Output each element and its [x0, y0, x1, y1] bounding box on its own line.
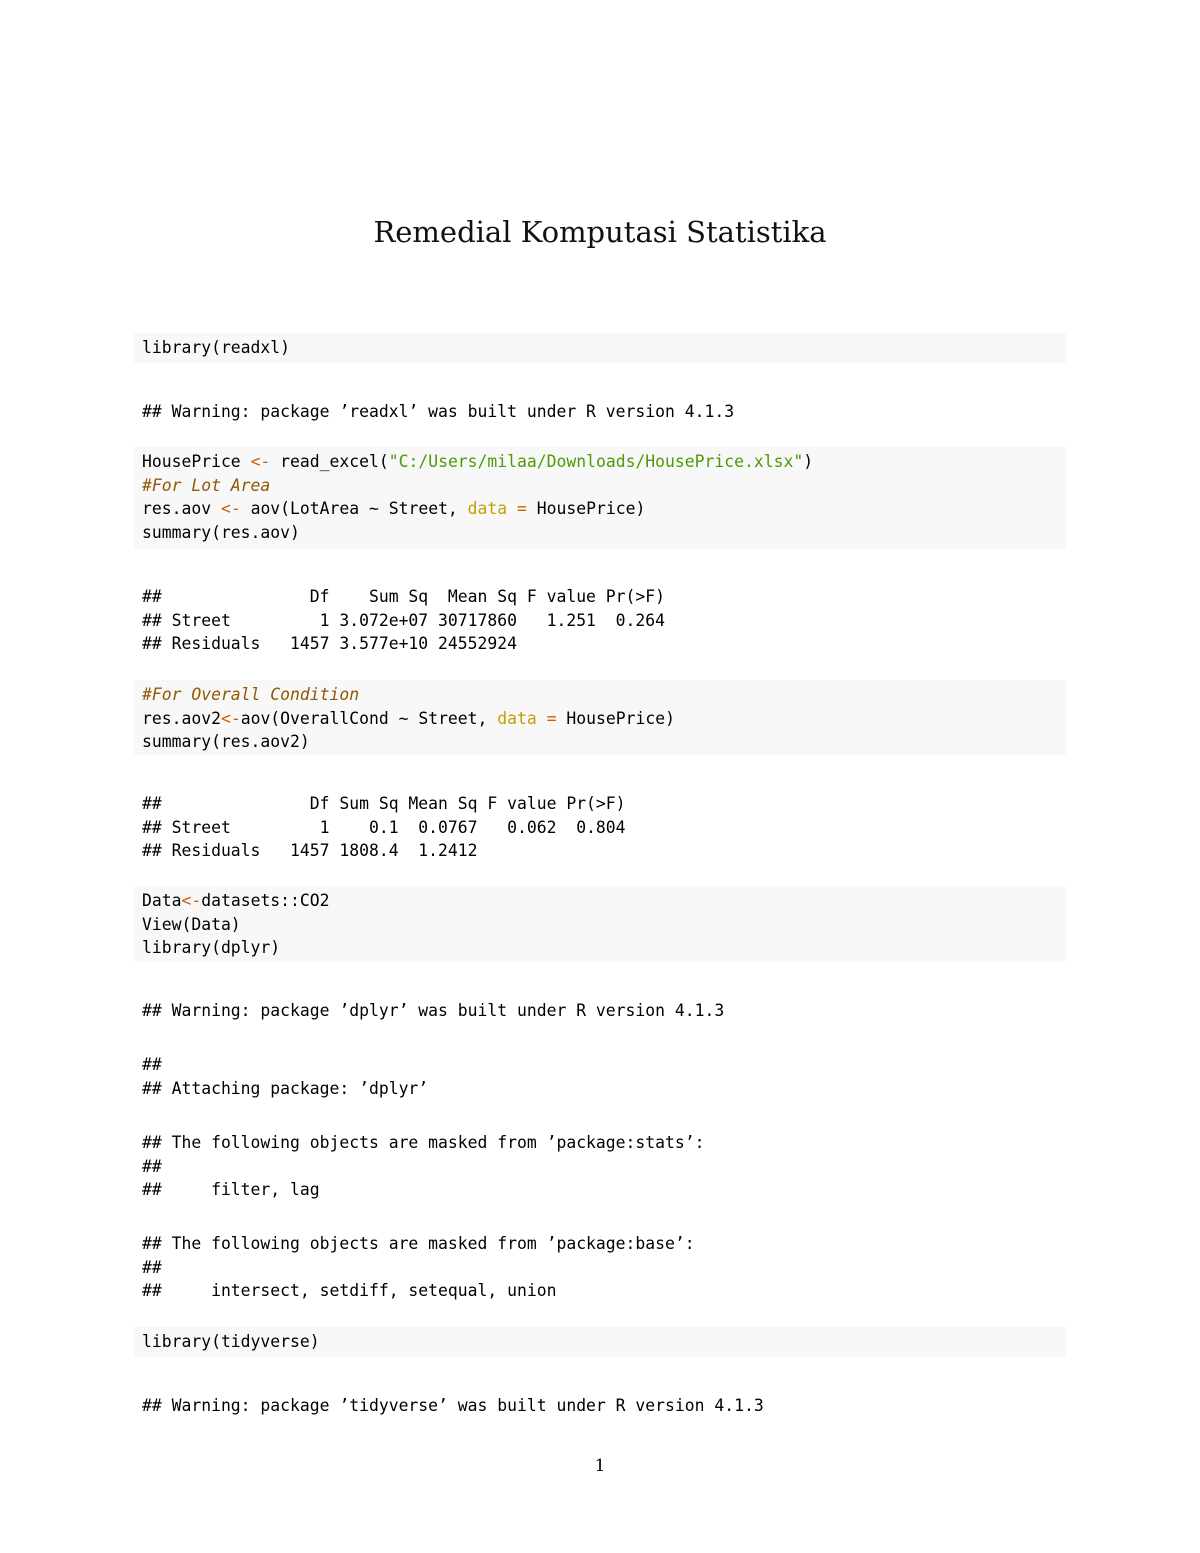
code-chunk-lotarea-aov [134, 447, 1066, 549]
page-number: 1 [594, 1456, 606, 1476]
code-line: View(Data) [142, 914, 241, 934]
output-line: ## Df Sum Sq Mean Sq F value Pr(>F) [142, 587, 666, 606]
code-line: library(tidyverse) [142, 1332, 320, 1351]
output-line: ## Warning: package ’dplyr’ was built under R version 4.1.3 [142, 1001, 725, 1020]
code-line: library(dplyr) [142, 938, 281, 957]
code-line: res.aov2<-aov(OverallCond ~ Street, data = HousePrice) [142, 708, 675, 728]
output-line: ## [142, 1055, 162, 1074]
output-line: ## filter, lag [142, 1180, 320, 1199]
code-chunk-library-tidyverse [134, 1327, 1066, 1357]
output-line: ## Warning: package ’readxl’ was built under R version 4.1.3 [142, 402, 735, 421]
code-comment: #For Lot Area [142, 475, 271, 495]
output-line: ## Warning: package ’tidyverse’ was built under R version 4.1.3 [142, 1396, 764, 1415]
output-line: ## Residuals 1457 1808.4 1.2412 [142, 841, 478, 860]
code-line: Data<-datasets::CO2 [142, 891, 330, 910]
output-line: ## Street 1 3.072e+07 30717860 1.251 0.264 [142, 610, 666, 630]
output-warning-tidyverse [134, 1394, 1066, 1418]
output-warning-readxl [134, 400, 1066, 424]
output-warning-dplyr [134, 999, 1066, 1023]
code-line: res.aov <- aov(LotArea ~ Street, data = HousePrice) [142, 499, 646, 518]
code-line: summary(res.aov2) [142, 732, 310, 751]
output-attaching-dplyr [134, 1053, 1066, 1100]
output-line: ## Df Sum Sq Mean Sq F value Pr(>F) [142, 794, 626, 813]
output-masked-stats [134, 1131, 1066, 1202]
output-line: ## intersect, setdiff, setequal, union [142, 1281, 557, 1300]
code-chunk-overallcond-aov [134, 680, 1066, 755]
output-line: ## [142, 1156, 162, 1176]
output-line: ## The following objects are masked from ’package:base’: [142, 1234, 695, 1253]
output-line: ## Residuals 1457 3.577e+10 24552924 [142, 634, 517, 653]
output-line: ## [142, 1257, 162, 1277]
output-masked-base [134, 1232, 1066, 1303]
code-chunk-co2-dplyr [134, 886, 1066, 962]
output-anova-overallcond [134, 792, 1066, 863]
document-title: Remedial Komputasi Statistika [373, 215, 827, 249]
code-line: summary(res.aov) [142, 522, 300, 542]
output-line: ## Attaching package: ’dplyr’ [142, 1078, 429, 1098]
code-chunk-library-readxl [134, 333, 1066, 363]
code-line: library(readxl) [142, 338, 291, 357]
output-anova-lotarea [134, 585, 1066, 656]
code-line: HousePrice <- read_excel("C:/Users/milaa/Downloads/HousePrice.xlsx") [142, 452, 814, 471]
output-line: ## Street 1 0.1 0.0767 0.062 0.804 [142, 817, 626, 837]
code-comment: #For Overall Condition [142, 685, 360, 704]
output-line: ## The following objects are masked from ’package:stats’: [142, 1133, 705, 1152]
